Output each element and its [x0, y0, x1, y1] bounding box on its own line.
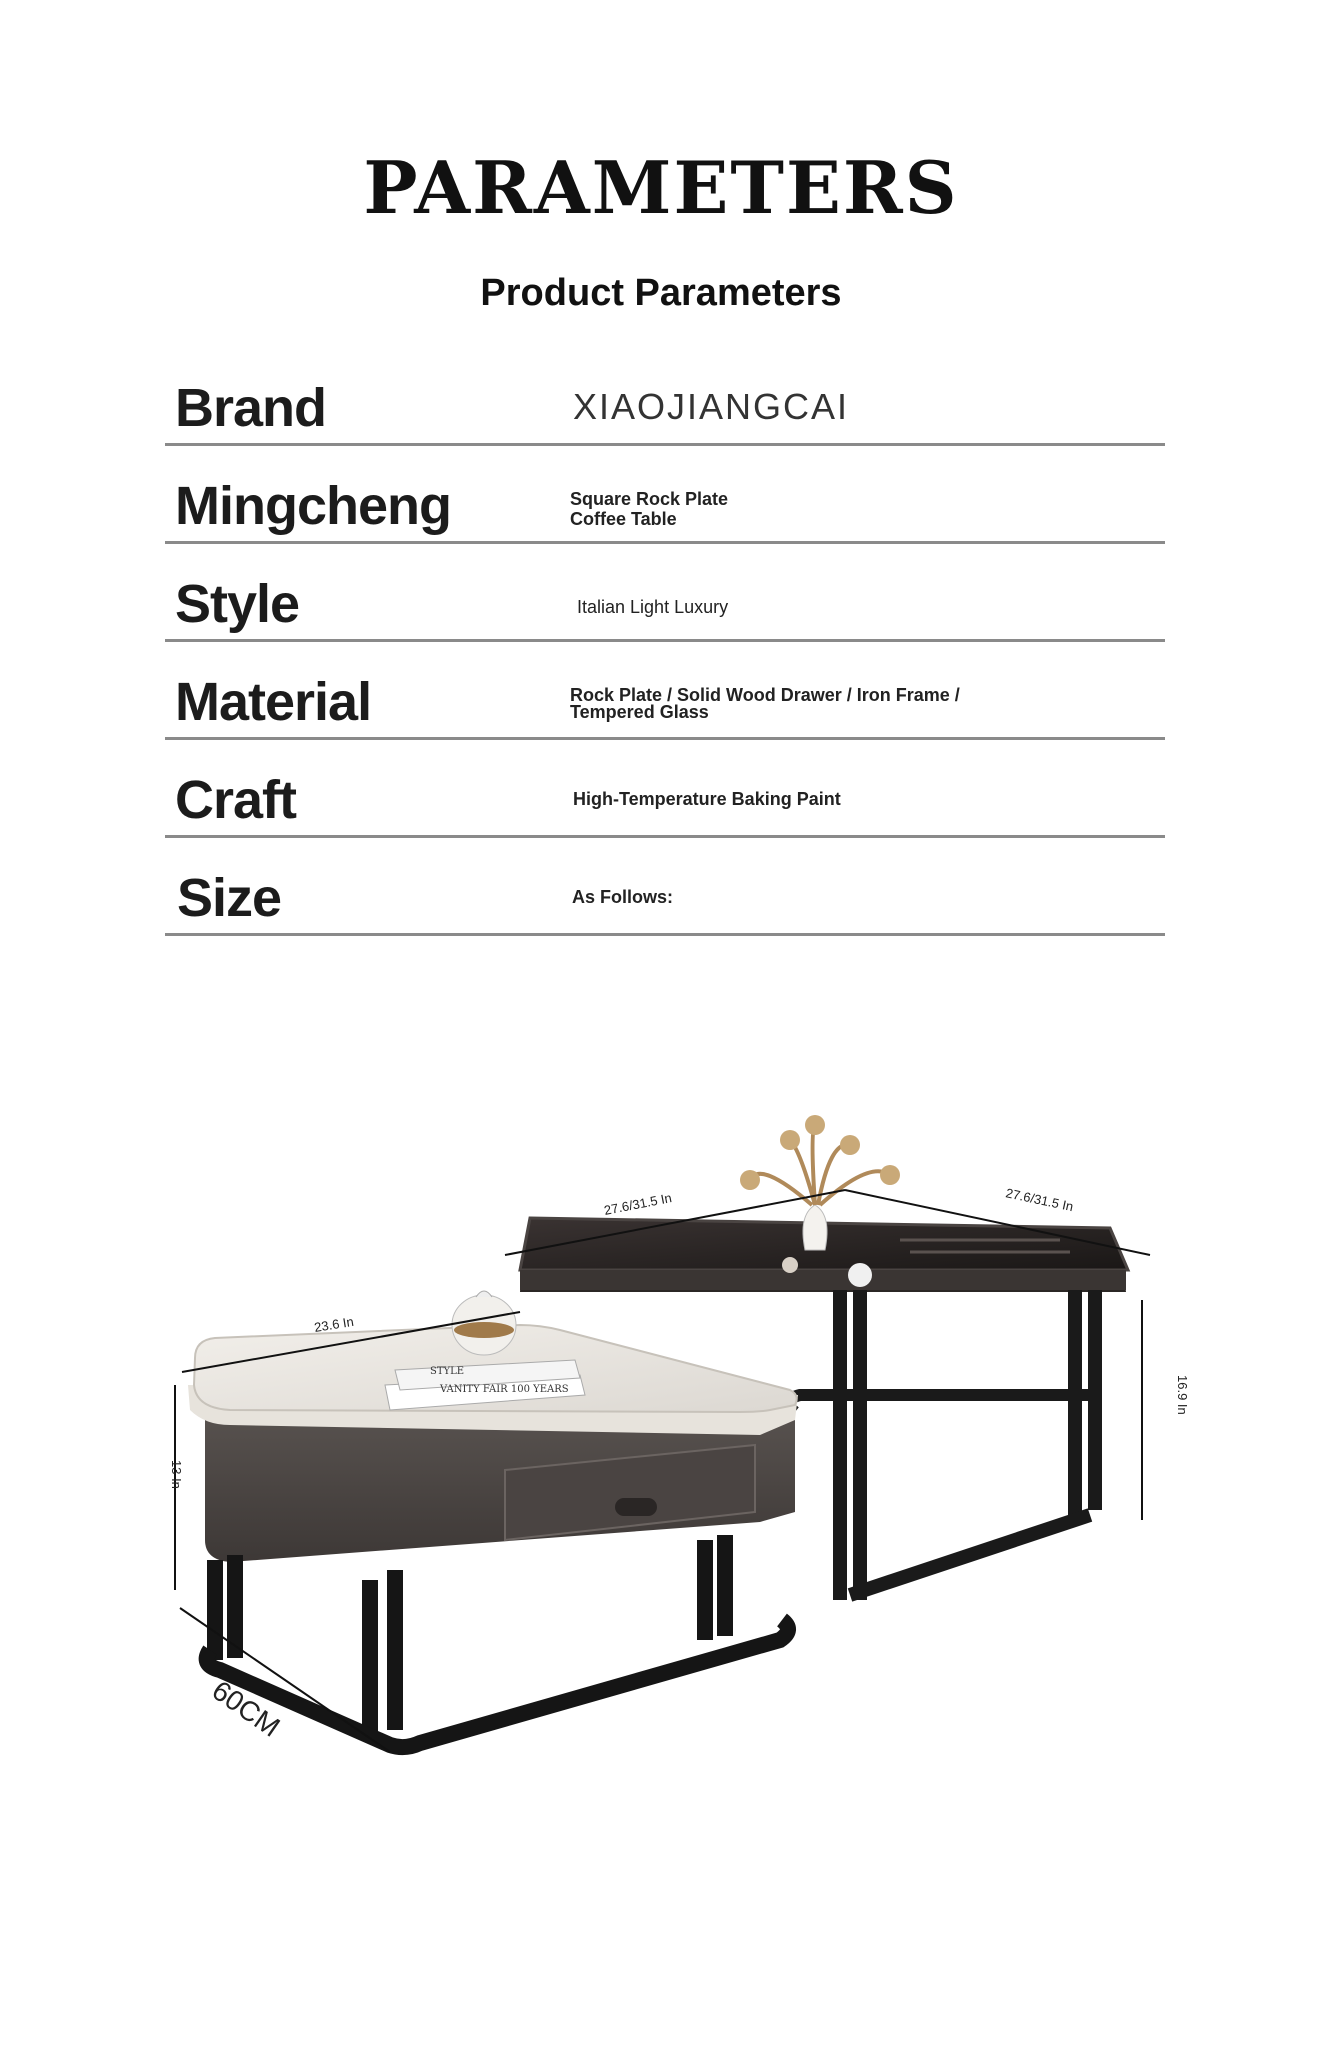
book-spine: STYLE: [430, 1366, 465, 1377]
dim-front-width: 23.6 In: [313, 1313, 355, 1335]
param-label: Brand: [175, 378, 327, 438]
param-value: XIAOJIANGCAI: [573, 386, 850, 427]
param-value: Italian Light Luxury: [577, 597, 729, 617]
product-image: [0, 1080, 1322, 1800]
param-value: High-Temperature Baking Paint: [573, 789, 841, 809]
param-label: Craft: [175, 770, 297, 830]
param-value-line: Rock Plate / Solid Wood Drawer / Iron Frame /: [570, 685, 960, 705]
dim-back-height: 16.9 In: [1175, 1375, 1190, 1415]
param-value-line: Square Rock Plate: [570, 489, 729, 509]
param-value: [570, 489, 728, 529]
page-title: PARAMETERS: [363, 145, 959, 230]
param-value: [570, 687, 960, 721]
param-label: Size: [177, 868, 282, 928]
param-row-craft: [165, 737, 1165, 838]
dim-front-height: 13 In: [169, 1460, 184, 1489]
param-row-brand: [165, 345, 1165, 446]
section-subtitle: Product Parameters: [480, 272, 842, 314]
param-row-style: [165, 541, 1165, 642]
param-value: As Follows:: [572, 887, 674, 907]
param-row-material: [165, 639, 1165, 740]
param-label: Material: [175, 672, 372, 732]
dim-back-width: 27.6/31.5 In: [602, 1190, 673, 1218]
param-row-mingcheng: [165, 443, 1165, 544]
book-title: VANITY FAIR 100 YEARS: [440, 1384, 569, 1395]
dim-back-depth: 27.6/31.5 In: [1004, 1185, 1075, 1215]
param-label: Mingcheng: [175, 476, 451, 536]
param-value-line: Coffee Table: [570, 509, 677, 529]
param-label: Style: [175, 574, 300, 634]
dim-front-depth: 60CM: [206, 1674, 286, 1743]
param-value-line: Tempered Glass: [570, 702, 709, 722]
param-row-size: [165, 835, 1165, 936]
